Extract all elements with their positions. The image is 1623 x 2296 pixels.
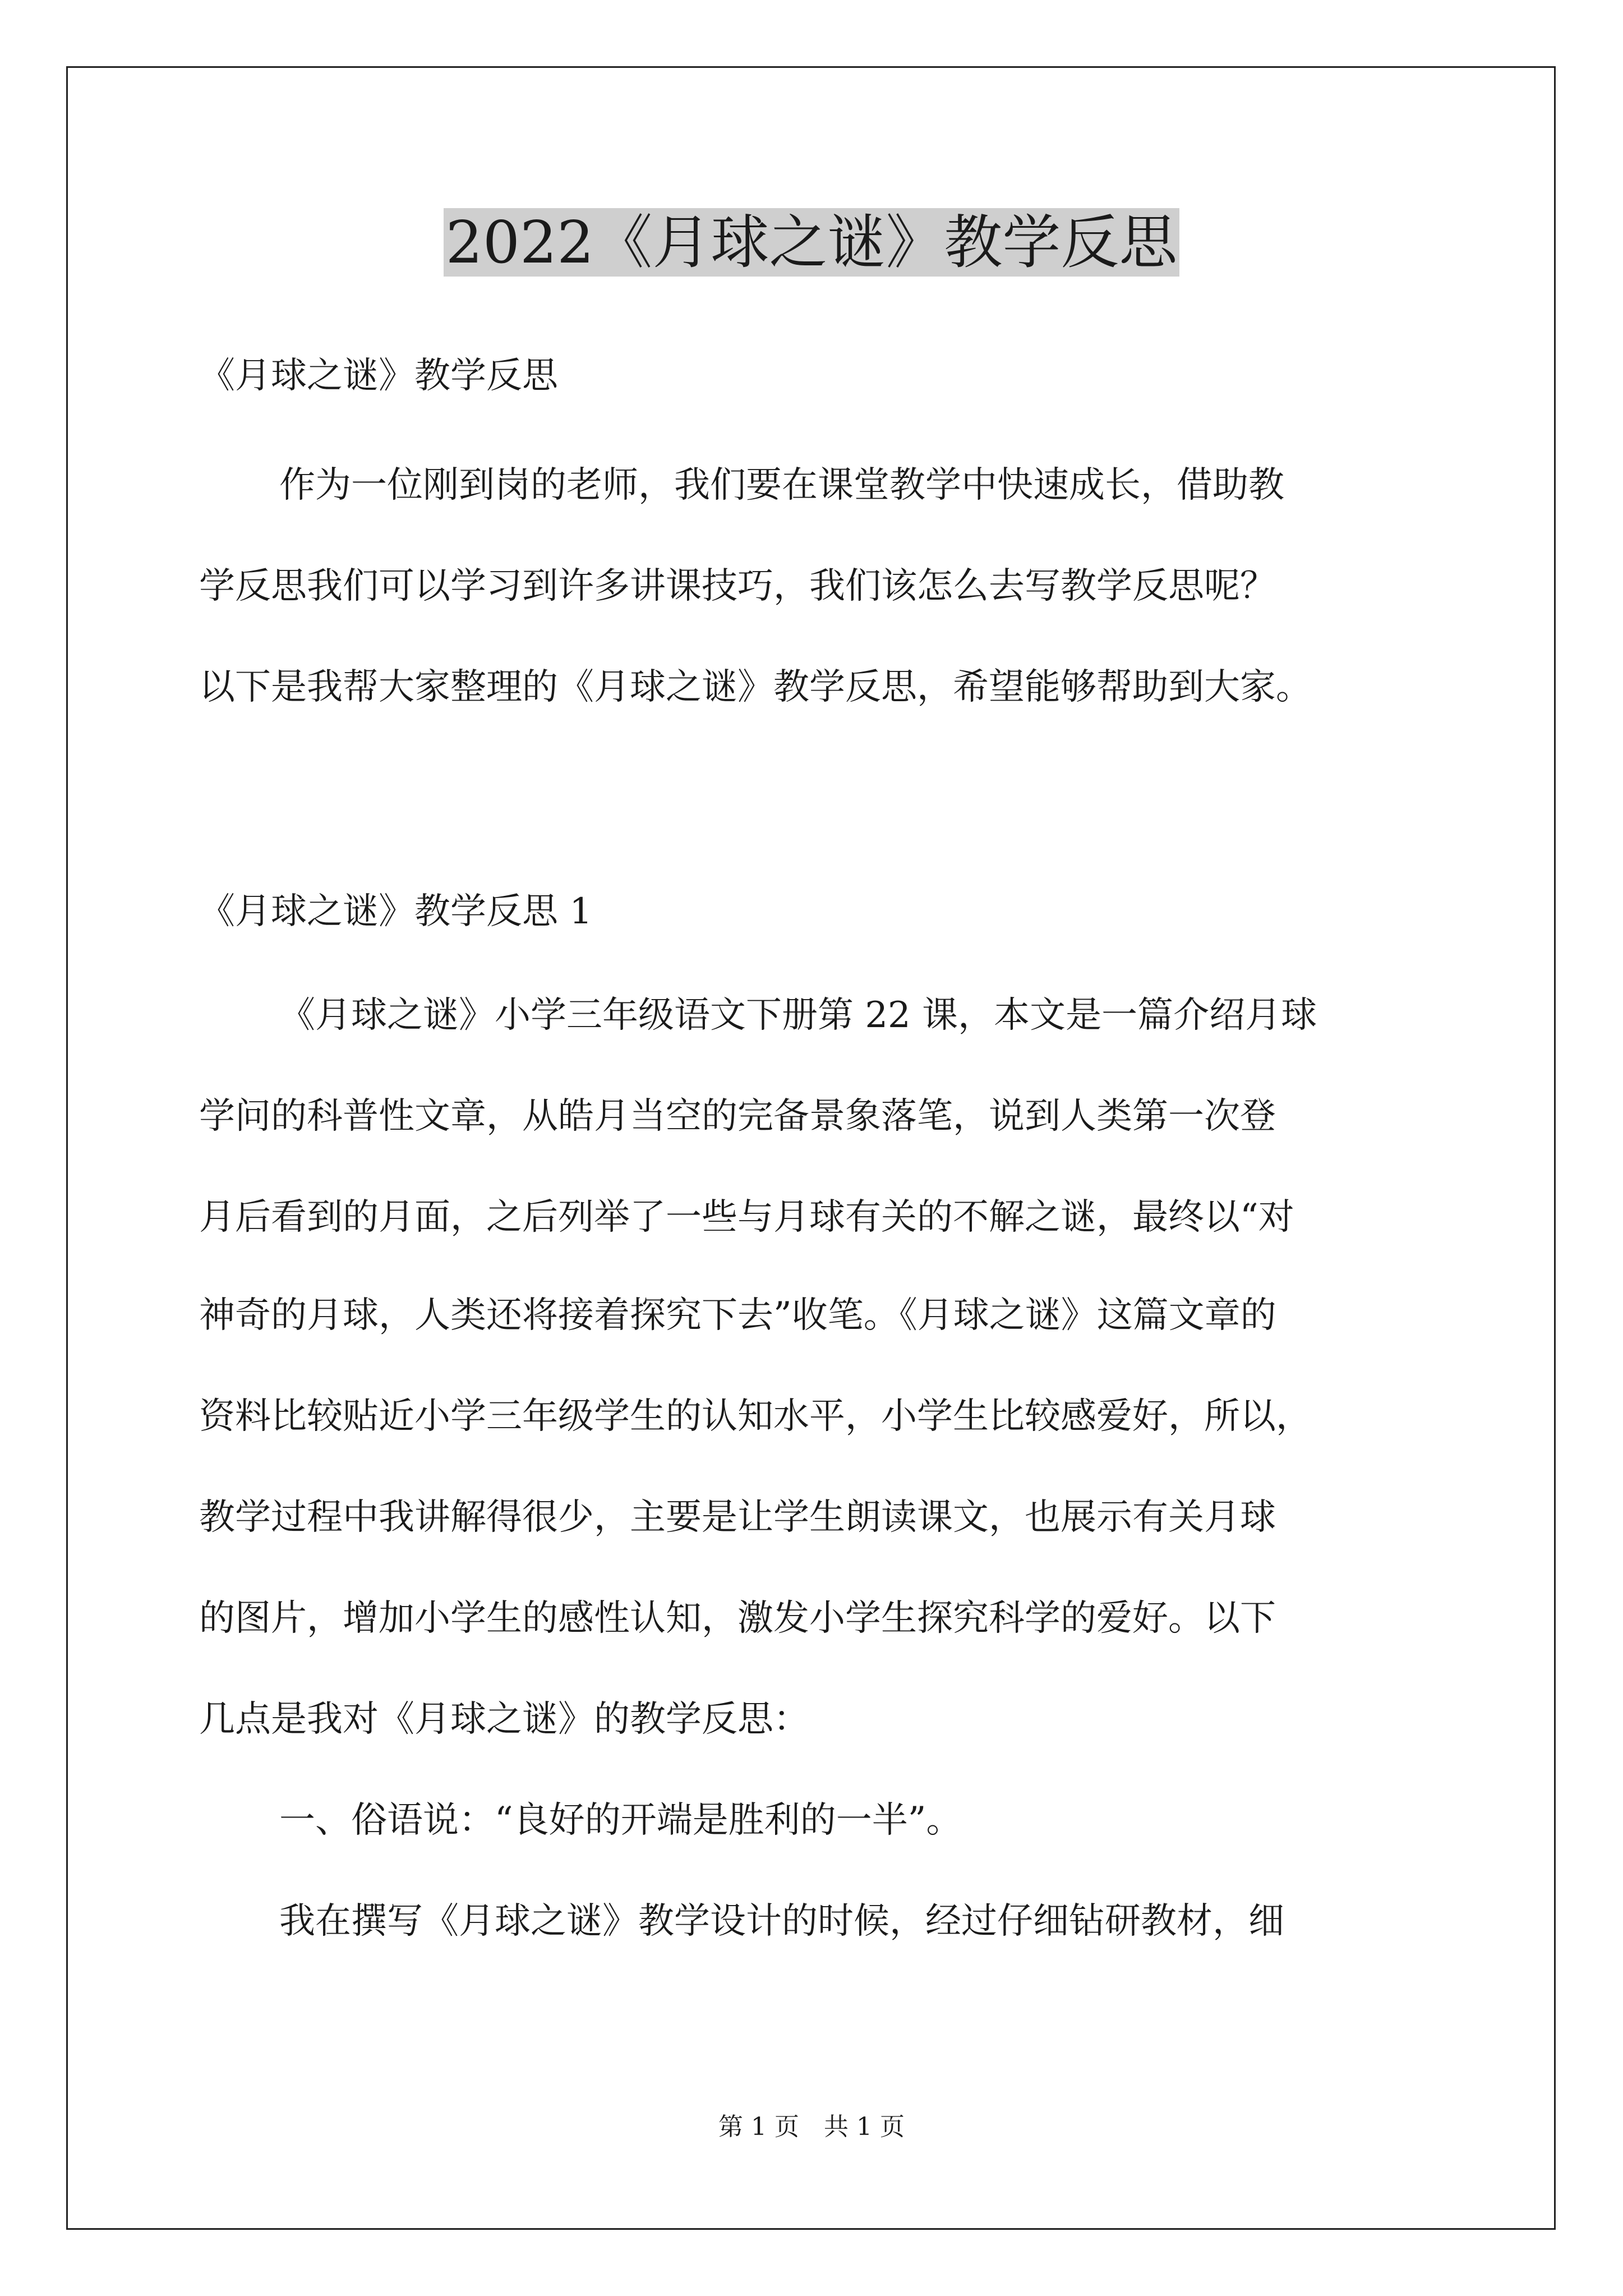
paragraph-line: 学问的科普性文章，从皓月当空的完备景象落笔，说到人类第一次登 (199, 1096, 1276, 1137)
paragraph-line: 作为一位刚到岗的老师，我们要在课堂教学中快速成长，借助教 (279, 464, 1284, 506)
page-footer: 第 1 页 共 1 页 (718, 2113, 905, 2141)
document-title (0, 203, 1623, 282)
paragraph-line: 几点是我对《月球之谜》的教学反思： (199, 1699, 809, 1740)
paragraph-line: 神奇的月球，人类还将接着探究下去”收笔。《月球之谜》这篇文章的 (199, 1295, 1276, 1336)
paragraph-line: 月后看到的月面，之后列举了一些与月球有关的不解之谜，最终以“对 (199, 1197, 1294, 1238)
paragraph-line: 教学过程中我讲解得很少，主要是让学生朗读课文，也展示有关月球 (199, 1497, 1276, 1538)
paragraph-line: 我在撰写《月球之谜》教学设计的时候，经过仔细钻研教材，细 (279, 1901, 1284, 1942)
paragraph-line: 一、俗语说：“良好的开端是胜利的一半”。 (279, 1800, 962, 1841)
paragraph-line: 《月球之谜》小学三年级语文下册第 22 课，本文是一篇介绍月球 (279, 995, 1317, 1036)
paragraph-line: 资料比较贴近小学三年级学生的认知水平，小学生比较感爱好，所以， (199, 1396, 1312, 1437)
paragraph-line: 以下是我帮大家整理的《月球之谜》教学反思，希望能够帮助到大家。 (199, 666, 1312, 708)
subtitle-line: 《月球之谜》教学反思 (199, 355, 558, 397)
paragraph-line: 学反思我们可以学习到许多讲课技巧，我们该怎么去写教学反思呢？ (199, 565, 1276, 607)
paragraph-line: 的图片，增加小学生的感性认知，激发小学生探究科学的爱好。以下 (199, 1598, 1276, 1639)
section-heading: 《月球之谜》教学反思 1 (199, 891, 593, 932)
document-title-text: 2022《月球之谜》教学反思 (444, 208, 1180, 277)
